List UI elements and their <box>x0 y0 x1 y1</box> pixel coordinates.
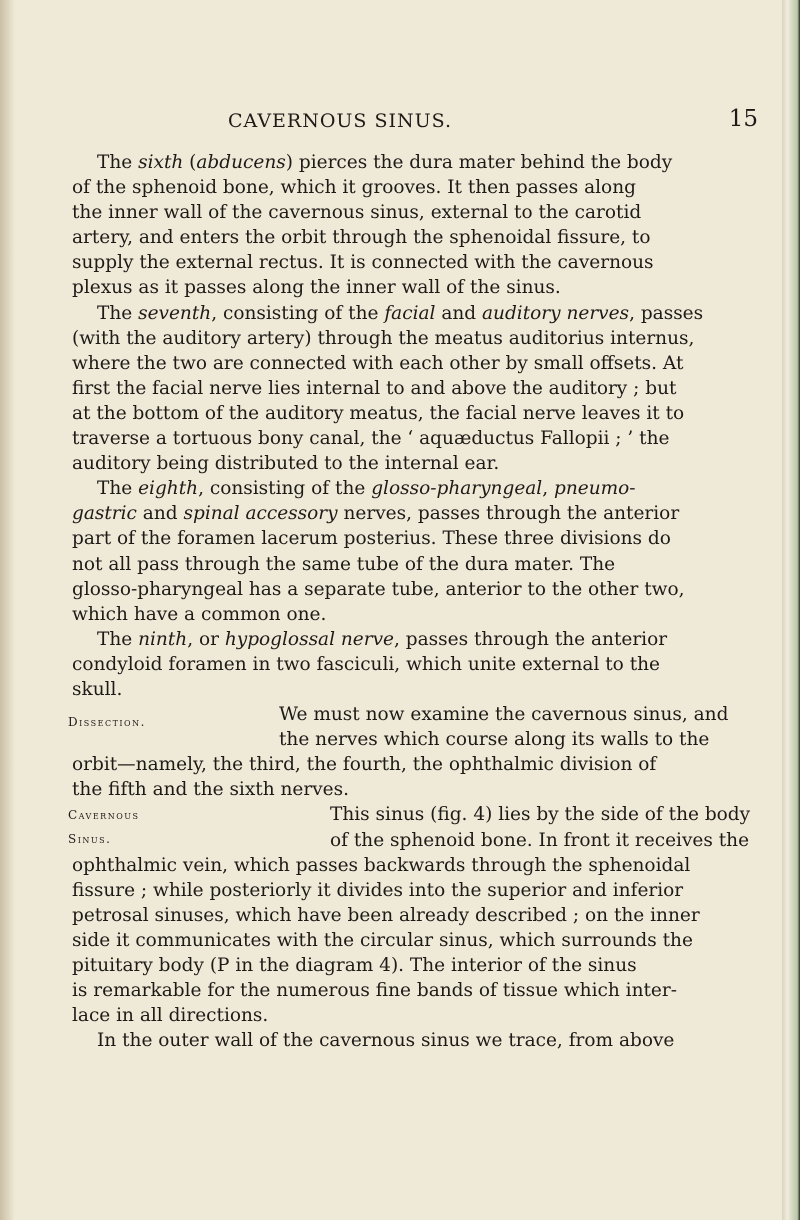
body-text <box>68 150 800 1053</box>
margin-note-dissection: Dissection. <box>68 715 146 730</box>
text-line: the fifth and the sixth nerves. <box>72 779 349 801</box>
text-line: ophthalmic vein, which passes backwards through the sphenoidal <box>72 854 691 876</box>
text-line: This sinus (fig. 4) lies by the side of the body <box>330 804 751 826</box>
running-head: CAVERNOUS SINUS. <box>228 110 453 132</box>
text-line: In the outer wall of the cavernous sinus we trace, from above <box>97 1030 675 1052</box>
text-line: the inner wall of the cavernous sinus, external to the carotid <box>72 202 642 224</box>
text-line: petrosal sinuses, which have been already described ; on the inner <box>72 904 700 926</box>
text-line: glosso-pharyngeal has a separate tube, anterior to the other two, <box>72 578 685 600</box>
text-line: the nerves which course along its walls to the <box>279 729 710 751</box>
text-line: which have a common one. <box>72 603 327 625</box>
text-line: of the sphenoid bone. In front it receives the <box>330 829 750 851</box>
text-line: The seventh, consisting of the facial and auditory nerves, passes <box>97 302 704 324</box>
text-line: is remarkable for the numerous fine bands of tissue which inter- <box>72 980 677 1002</box>
text-line: We must now examine the cavernous sinus, and <box>279 704 729 726</box>
margin-note-cavernous: Cavernous <box>68 808 140 823</box>
text-line: The sixth (abducens) pierces the dura mater behind the body <box>97 152 673 173</box>
text-line: The eighth, consisting of the glosso-pharyngeal, pneumo- <box>97 478 636 500</box>
text-line: of the sphenoid bone, which it grooves. It then passes along <box>72 177 636 199</box>
text-line: traverse a tortuous bony canal, the ‘ aquæductus Fallopii ; ’ the <box>72 428 670 450</box>
margin-note-sinus: Sinus. <box>68 832 112 847</box>
text-line: orbit—namely, the third, the fourth, the ophthalmic division of <box>72 754 657 776</box>
page-left-edge <box>0 0 14 1220</box>
text-line: condyloid foramen in two fasciculi, which unite external to the <box>72 653 660 675</box>
text-line: supply the external rectus. It is connected with the cavernous <box>72 252 654 274</box>
text-line: fissure ; while posteriorly it divides into the superior and inferior <box>72 879 684 901</box>
text-line: lace in all directions. <box>72 1005 269 1027</box>
text-line: at the bottom of the auditory meatus, the facial nerve leaves it to <box>72 402 685 424</box>
text-line: part of the foramen lacerum posterius. These three divisions do <box>72 528 671 550</box>
dissection-section <box>68 702 800 802</box>
text-line: gastric and spinal accessory nerves, passes through the anterior <box>72 503 680 525</box>
text-line: artery, and enters the orbit through the sphenoidal fissure, to <box>72 227 651 249</box>
text-line: (with the auditory artery) through the meatus auditorius internus, <box>72 327 695 349</box>
text-line: side it communicates with the circular sinus, which surrounds the <box>72 929 693 951</box>
text-line: The ninth, or hypoglossal nerve, passes through the anterior <box>97 628 668 650</box>
text-line: plexus as it passes along the inner wall of the sinus. <box>72 277 561 299</box>
text-line: not all pass through the same tube of the dura mater. The <box>72 553 616 575</box>
page-header <box>68 106 758 140</box>
text-line: auditory being distributed to the internal ear. <box>72 453 500 475</box>
text-line: pituitary body (P in the diagram 4). The interior of the sinus <box>72 955 637 976</box>
text-line: where the two are connected with each other by small offsets. At <box>72 352 684 374</box>
page-number: 15 <box>728 106 758 132</box>
text-line: first the facial nerve lies internal to and above the auditory ; but <box>72 377 677 399</box>
cavernous-section <box>68 802 800 1028</box>
text-line: skull. <box>72 678 123 700</box>
